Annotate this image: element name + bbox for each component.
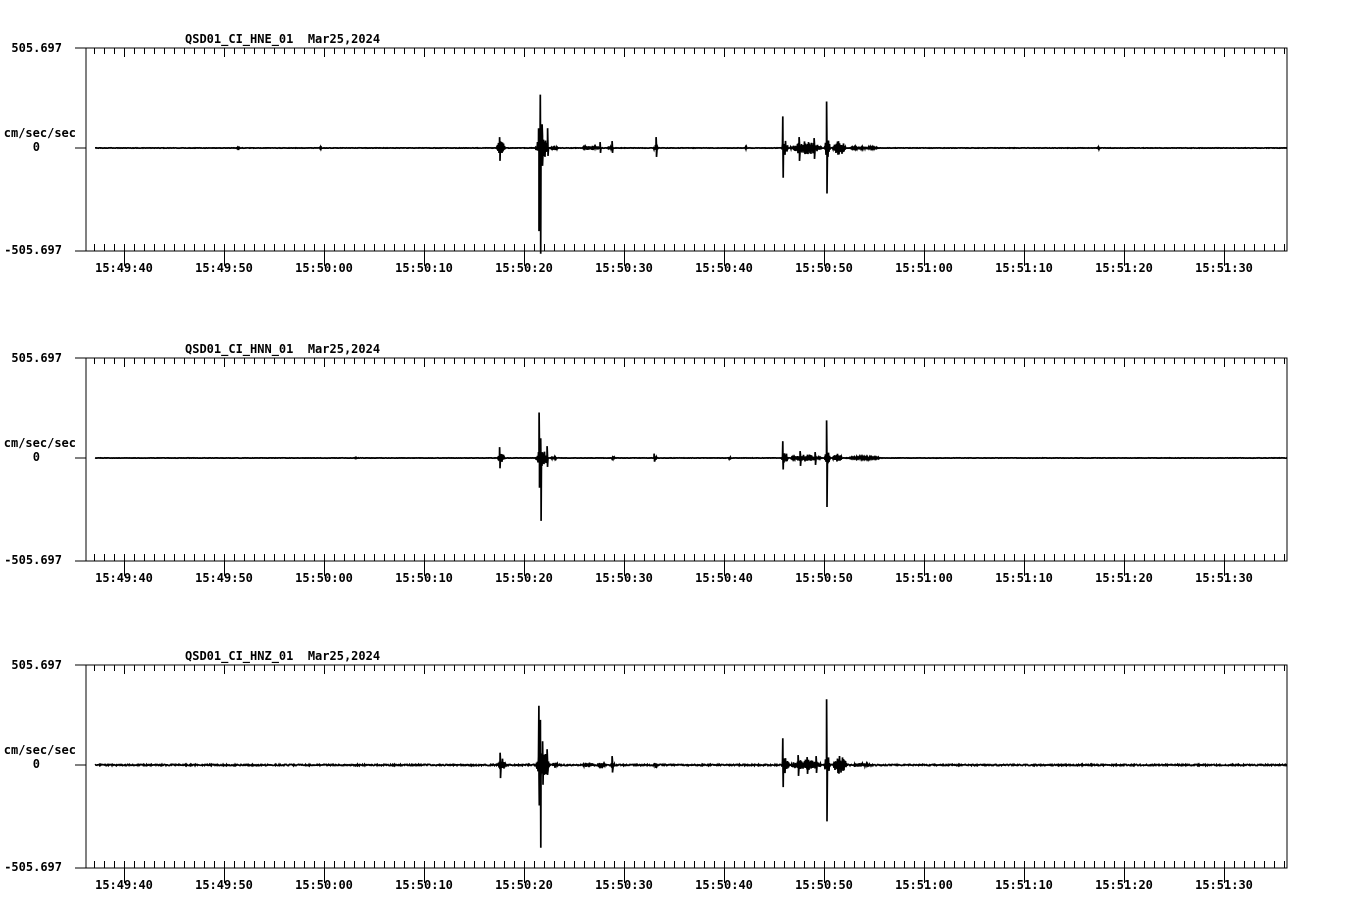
- x-tick-label: 15:51:10: [995, 878, 1053, 892]
- plot-frame: [86, 358, 1287, 561]
- seismogram-channel-hnn: [0, 310, 1358, 610]
- x-tick-label: 15:50:30: [595, 878, 653, 892]
- x-tick-label: 15:51:10: [995, 261, 1053, 275]
- y-axis-max-label: 505.697: [11, 41, 62, 55]
- x-tick-label: 15:50:10: [395, 878, 453, 892]
- y-axis-zero-label: 0: [32, 140, 40, 154]
- y-axis-units-label: cm/sec/sec: [3, 126, 76, 140]
- x-tick-label: 15:51:00: [895, 571, 953, 585]
- x-tick-label: 15:51:00: [895, 878, 953, 892]
- x-tick-label: 15:50:40: [695, 261, 753, 275]
- x-tick-label: 15:50:30: [595, 261, 653, 275]
- x-tick-label: 15:50:10: [395, 261, 453, 275]
- x-tick-label: 15:51:10: [995, 571, 1053, 585]
- seismogram-channel-hne: [0, 0, 1358, 300]
- chart-canvas: [0, 310, 1358, 610]
- x-tick-label: 15:49:50: [195, 261, 253, 275]
- chart-title: QSD01_CI_HNZ_01 Mar25,2024: [185, 649, 381, 663]
- x-tick-label: 15:50:20: [495, 878, 553, 892]
- x-tick-label: 15:50:00: [295, 261, 353, 275]
- chart-title: QSD01_CI_HNE_01 Mar25,2024: [185, 32, 381, 46]
- x-tick-label: 15:51:20: [1095, 571, 1153, 585]
- x-tick-label: 15:51:30: [1195, 571, 1253, 585]
- y-axis-zero-label: 0: [32, 757, 40, 771]
- axis-ticks: [75, 358, 1284, 576]
- y-axis-zero-label: 0: [32, 450, 40, 464]
- chart-canvas: [0, 0, 1358, 300]
- waveform-trace: [95, 95, 1287, 254]
- y-axis-max-label: 505.697: [11, 351, 62, 365]
- x-tick-label: 15:50:20: [495, 571, 553, 585]
- x-tick-label: 15:51:20: [1095, 878, 1153, 892]
- x-tick-label: 15:50:50: [795, 571, 853, 585]
- x-tick-label: 15:50:20: [495, 261, 553, 275]
- waveform-trace: [95, 699, 1287, 847]
- x-tick-label: 15:49:50: [195, 878, 253, 892]
- x-tick-label: 15:51:00: [895, 261, 953, 275]
- x-tick-label: 15:51:20: [1095, 261, 1153, 275]
- y-axis-min-label: -505.697: [4, 860, 62, 874]
- x-tick-label: 15:50:00: [295, 571, 353, 585]
- axis-ticks: [75, 665, 1284, 883]
- x-tick-label: 15:49:40: [95, 261, 153, 275]
- x-tick-label: 15:49:50: [195, 571, 253, 585]
- y-axis-units-label: cm/sec/sec: [3, 743, 76, 757]
- x-tick-label: 15:50:40: [695, 571, 753, 585]
- y-axis-units-label: cm/sec/sec: [3, 436, 76, 450]
- plot-frame: [86, 665, 1287, 868]
- axis-ticks: [75, 48, 1284, 266]
- y-axis-min-label: -505.697: [4, 553, 62, 567]
- chart-title: QSD01_CI_HNN_01 Mar25,2024: [185, 342, 381, 356]
- x-tick-label: 15:51:30: [1195, 878, 1253, 892]
- y-axis-min-label: -505.697: [4, 243, 62, 257]
- x-tick-label: 15:49:40: [95, 571, 153, 585]
- x-tick-label: 15:50:30: [595, 571, 653, 585]
- x-tick-label: 15:49:40: [95, 878, 153, 892]
- waveform-trace: [95, 413, 1287, 521]
- x-tick-label: 15:50:50: [795, 878, 853, 892]
- seismogram-channel-hnz: [0, 617, 1358, 917]
- x-tick-label: 15:50:10: [395, 571, 453, 585]
- x-tick-label: 15:50:00: [295, 878, 353, 892]
- plot-frame: [86, 48, 1287, 251]
- y-axis-max-label: 505.697: [11, 658, 62, 672]
- x-tick-label: 15:50:50: [795, 261, 853, 275]
- x-tick-label: 15:50:40: [695, 878, 753, 892]
- chart-canvas: [0, 617, 1358, 917]
- x-tick-label: 15:51:30: [1195, 261, 1253, 275]
